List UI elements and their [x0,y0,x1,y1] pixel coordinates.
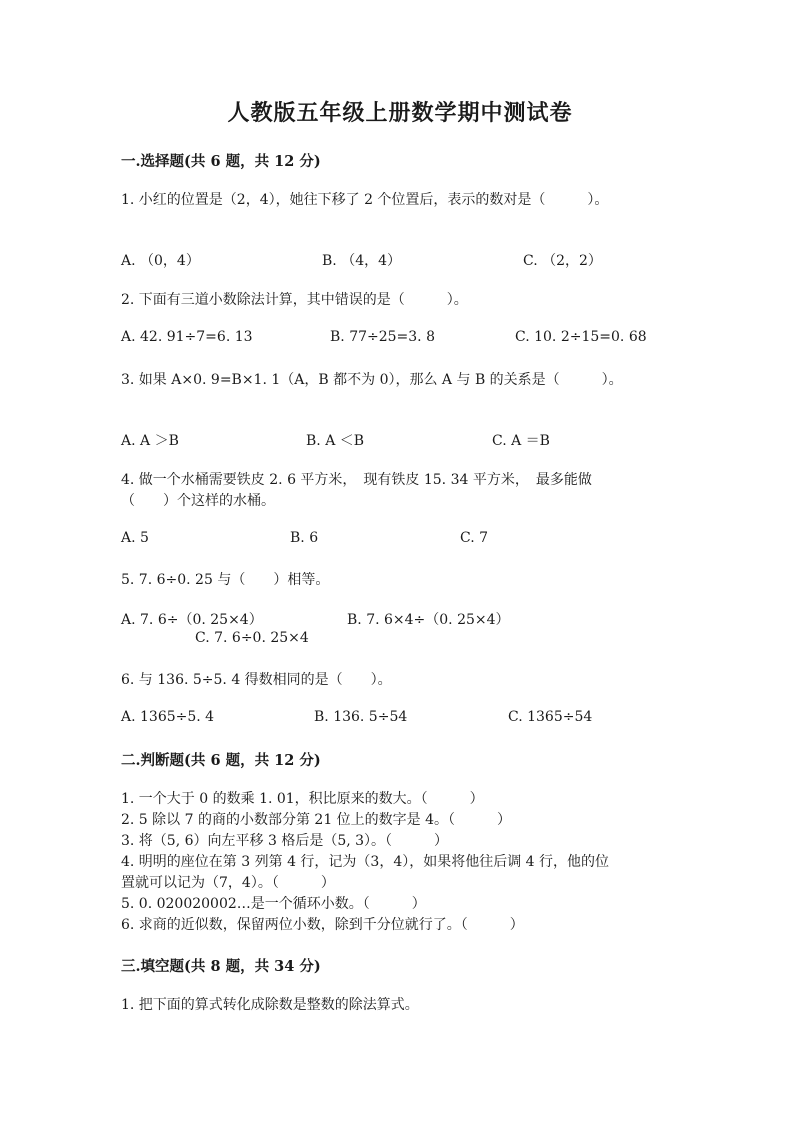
judge-item-1: 1. 一个大于 0 的数乘 1. 01，积比原来的数大。（ ） [121,791,484,807]
q4-option-b: B. 6 [290,530,319,546]
q2-option-c: C. 10. 2÷15=0. 68 [515,329,647,345]
q4-option-c: C. 7 [460,530,489,546]
q1-option-c: C. （2，2） [523,253,602,269]
q3-option-c: C. A ＝B [492,433,550,449]
q6-option-c: C. 1365÷54 [508,709,593,725]
judge-item-4: 4. 明明的座位在第 3 列第 4 行，记为（3，4），如果将他往后调 4 行，他的位 [121,854,610,870]
question-3: 3. 如果 A×0. 9=B×1. 1（A，B 都不为 0），那么 A 与 B 的关系是（ ）。 [121,372,623,388]
q6-option-a: A. 1365÷5. 4 [121,709,215,725]
q1-option-a: A. （0，4） [121,253,200,269]
judge-item-6: 6. 求商的近似数，保留两位小数，除到千分位就行了。（ ） [121,917,524,933]
judge-item-3: 3. 将（5, 6）向左平移 3 格后是（5, 3）。（ ） [121,833,449,849]
page-title: 人教版五年级上册数学期中测试卷 [227,100,573,126]
judge-item-2: 2. 5 除以 7 的商的小数部分第 21 位上的数字是 4。（ ） [121,812,512,828]
question-6: 6. 与 136. 5÷5. 4 得数相同的是（ ）。 [121,672,392,688]
section-heading-fill: 三.填空题(共 8 题，共 34 分) [121,958,321,975]
q3-option-a: A. A ＞B [121,433,179,449]
q2-option-a: A. 42. 91÷7=6. 13 [121,329,253,345]
q2-option-b: B. 77÷25=3. 8 [330,329,435,345]
question-1: 1. 小红的位置是（2，4），她往下移了 2 个位置后，表示的数对是（ ）。 [121,192,609,208]
q5-option-b: B. 7. 6×4÷（0. 25×4） [347,612,510,628]
q1-option-b: B. （4，4） [322,253,402,269]
question-4-continued: （ ）个这样的水桶。 [121,493,275,509]
q5-option-c: C. 7. 6÷0. 25×4 [195,630,309,646]
judge-item-5: 5. 0. 020020002…是一个循环小数。（ ） [121,896,426,912]
question-2: 2. 下面有三道小数除法计算，其中错误的是（ ）。 [121,292,468,308]
fill-question-1: 1. 把下面的算式转化成除数是整数的除法算式。 [121,997,419,1013]
q3-option-b: B. A ＜B [306,433,365,449]
section-heading-choice: 一.选择题(共 6 题，共 12 分) [121,153,321,170]
q6-option-b: B. 136. 5÷54 [314,709,408,725]
q5-option-a: A. 7. 6÷（0. 25×4） [121,612,263,628]
judge-item-4-continued: 置就可以记为（7，4）。（ ） [121,875,335,891]
question-5: 5. 7. 6÷0. 25 与（ ）相等。 [121,572,330,588]
q4-option-a: A. 5 [121,530,149,546]
section-heading-judge: 二.判断题(共 6 题，共 12 分) [121,752,321,769]
question-4: 4. 做一个水桶需要铁皮 2. 6 平方米， 现有铁皮 15. 34 平方米， 最多能做 [121,472,592,488]
